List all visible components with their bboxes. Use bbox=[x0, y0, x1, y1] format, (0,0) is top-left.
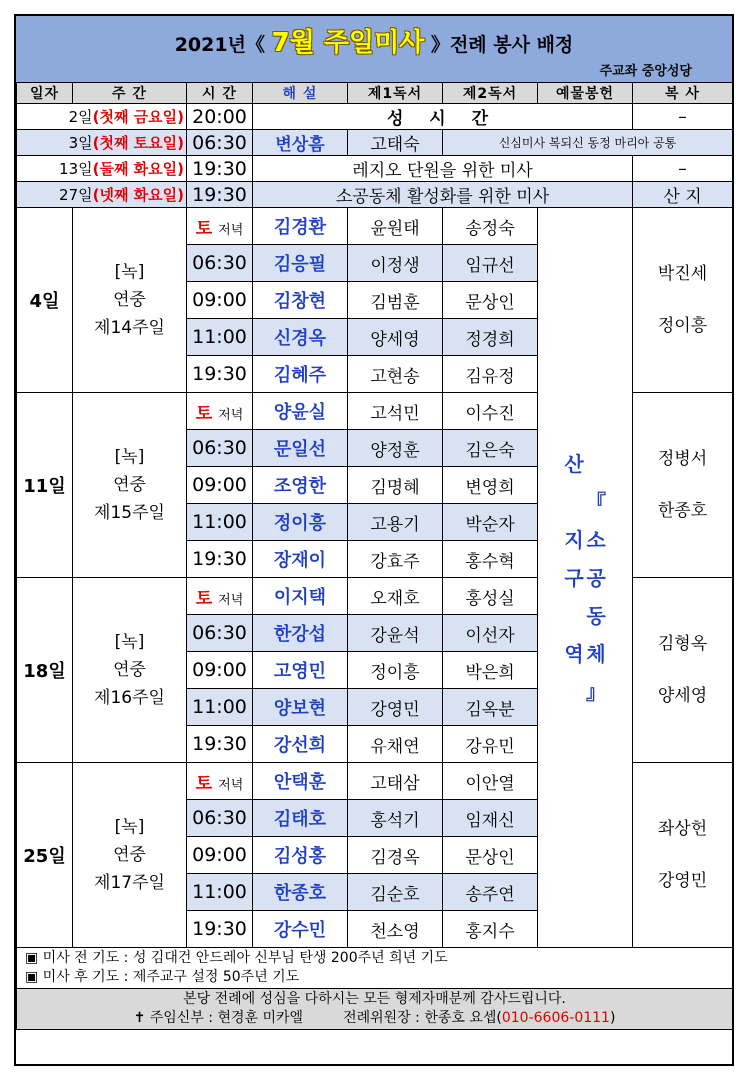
schedule-frame bbox=[14, 14, 734, 1066]
reader2-name: 문상인 bbox=[443, 837, 538, 874]
prayer-note: ▣ 미사 전 기도 : 성 김대건 안드레아 신부님 탄생 200주년 희년 기도 bbox=[25, 950, 448, 966]
mass-time: 11:00 bbox=[187, 689, 253, 726]
parish-name: 주교좌 중앙성당 bbox=[599, 64, 692, 79]
col-server: 복 사 bbox=[633, 83, 733, 104]
reader1-name: 고용기 bbox=[348, 504, 443, 541]
liturgy-line: 제14주일 bbox=[94, 318, 165, 338]
commentator-name: 신경옥 bbox=[253, 319, 348, 356]
reader1-name: 천소영 bbox=[348, 911, 443, 948]
mass-time bbox=[187, 763, 253, 800]
special-date: 27일(넷째 화요일) bbox=[17, 182, 187, 208]
commentator-name: 문일선 bbox=[253, 430, 348, 467]
title-bracket-close: 》 bbox=[424, 34, 450, 56]
reader1-name: 강윤석 bbox=[348, 615, 443, 652]
liturgy-line: 연중 bbox=[113, 290, 146, 310]
reader1-name: 고태삼 bbox=[348, 763, 443, 800]
thanks-message: 본당 전례에 성심을 다하시는 모든 형제자매분께 감사드립니다. bbox=[183, 991, 566, 1007]
reader2-name: 김유정 bbox=[443, 356, 538, 393]
special-server: – bbox=[633, 104, 733, 130]
commentator-name: 장재이 bbox=[253, 541, 348, 578]
commentator-name: 김창현 bbox=[253, 282, 348, 319]
mass-time: 06:30 bbox=[187, 430, 253, 467]
special-mass-row bbox=[17, 156, 733, 182]
liturgy-line: 연중 bbox=[113, 660, 146, 680]
liturgy-line: [녹] bbox=[114, 262, 145, 282]
special-desc: 신심미사 복되신 동정 마리아 공통 bbox=[443, 130, 733, 156]
header-band bbox=[16, 16, 732, 82]
mass-time: 11:00 bbox=[187, 319, 253, 356]
col-reader2: 제2독서 bbox=[443, 83, 538, 104]
mass-time: 06:30 bbox=[187, 245, 253, 282]
commentator-name: 김혜주 bbox=[253, 356, 348, 393]
commentator-name: 강선희 bbox=[253, 726, 348, 763]
reader1-name: 고현송 bbox=[348, 356, 443, 393]
commentator-name: 강수민 bbox=[253, 911, 348, 948]
saturday-marker: 토 bbox=[195, 588, 213, 609]
special-time: 06:30 bbox=[187, 130, 253, 156]
special-date: 2일(첫째 금요일) bbox=[17, 104, 187, 130]
title-rest: 전례 봉사 배정 bbox=[449, 34, 574, 56]
liturgy-line: 연중 bbox=[113, 845, 146, 865]
special-desc: 레지오 단원을 위한 미사 bbox=[253, 156, 633, 182]
commentator-name: 한강섭 bbox=[253, 615, 348, 652]
liturgy-line: [녹] bbox=[114, 447, 145, 467]
reader1-name: 김경옥 bbox=[348, 837, 443, 874]
special-desc: 성 시 간 bbox=[253, 104, 633, 130]
reader1-name: 양정훈 bbox=[348, 430, 443, 467]
mass-time: 09:00 bbox=[187, 837, 253, 874]
col-date: 일자 bbox=[17, 83, 73, 104]
mass-time: 19:30 bbox=[187, 541, 253, 578]
special-date: 13일(둘째 화요일) bbox=[17, 156, 187, 182]
liturgy-week bbox=[73, 763, 187, 948]
mass-time: 09:00 bbox=[187, 467, 253, 504]
offering-char: 』 bbox=[586, 679, 606, 704]
altar-servers bbox=[633, 208, 733, 393]
mass-time: 06:30 bbox=[187, 800, 253, 837]
special-desc: 소공동체 활성화를 위한 미사 bbox=[253, 182, 633, 208]
server-name: 정이흥 bbox=[657, 316, 708, 336]
mass-time: 19:30 bbox=[187, 356, 253, 393]
offering-char: 소 bbox=[586, 527, 606, 552]
reader2-name: 이안열 bbox=[443, 763, 538, 800]
reader2-name: 홍지수 bbox=[443, 911, 538, 948]
commentator-name: 김태호 bbox=[253, 800, 348, 837]
special-time: 19:30 bbox=[187, 182, 253, 208]
reader1-name: 홍석기 bbox=[348, 800, 443, 837]
reader2-name: 송주연 bbox=[443, 874, 538, 911]
server-name: 정병서 bbox=[657, 449, 708, 469]
sunday-date: 4일 bbox=[17, 208, 73, 393]
reader1-name: 김범훈 bbox=[348, 282, 443, 319]
reader2-name: 박순자 bbox=[443, 504, 538, 541]
commentator-name: 양윤실 bbox=[253, 393, 348, 430]
reader2-name: 이수진 bbox=[443, 393, 538, 430]
special-server: – bbox=[633, 156, 733, 182]
offering-col-right bbox=[585, 445, 607, 711]
page-title bbox=[16, 22, 732, 59]
footer-row bbox=[17, 989, 733, 1030]
offering-char: 체 bbox=[586, 641, 606, 666]
altar-servers bbox=[633, 393, 733, 578]
reader1-name: 김순호 bbox=[348, 874, 443, 911]
special-server: 산 지 bbox=[633, 182, 733, 208]
offering-char: 역 bbox=[564, 641, 584, 666]
altar-servers bbox=[633, 578, 733, 763]
offering-char: 산 bbox=[564, 451, 584, 476]
mass-time: 11:00 bbox=[187, 874, 253, 911]
saturday-marker: 토 bbox=[195, 403, 213, 424]
reader1-name: 강효주 bbox=[348, 541, 443, 578]
server-name: 박진세 bbox=[657, 264, 708, 284]
offering-char: 구 bbox=[564, 565, 584, 590]
mass-time: 06:30 bbox=[187, 615, 253, 652]
liturgy-line: [녹] bbox=[114, 817, 145, 837]
special-mass-row bbox=[17, 130, 733, 156]
commentator-name: 김경환 bbox=[253, 208, 348, 245]
special-commentator: 변상흠 bbox=[253, 130, 348, 156]
liturgy-line: 제15주일 bbox=[94, 503, 165, 523]
special-mass-row bbox=[17, 182, 733, 208]
mass-time bbox=[187, 578, 253, 615]
col-commentator: 해 설 bbox=[253, 83, 348, 104]
sunday-date: 25일 bbox=[17, 763, 73, 948]
reader2-name: 임규선 bbox=[443, 245, 538, 282]
schedule-table bbox=[16, 82, 733, 1030]
reader2-name: 김옥분 bbox=[443, 689, 538, 726]
special-mass-row bbox=[17, 104, 733, 130]
reader2-name: 송정숙 bbox=[443, 208, 538, 245]
server-name: 강영민 bbox=[657, 871, 708, 891]
committee-chair: 전례위원장 : 한종호 요셉( bbox=[343, 1010, 502, 1026]
reader1-name: 이정생 bbox=[348, 245, 443, 282]
server-name: 김형옥 bbox=[657, 634, 708, 654]
server-name: 양세영 bbox=[657, 686, 708, 706]
title-year: 2021년 bbox=[174, 34, 246, 56]
evening-label: 저녁 bbox=[218, 407, 244, 423]
chair-close-paren: ) bbox=[609, 1010, 616, 1026]
server-name: 좌상헌 bbox=[657, 819, 708, 839]
liturgy-week bbox=[73, 208, 187, 393]
mass-time bbox=[187, 393, 253, 430]
mass-time: 09:00 bbox=[187, 282, 253, 319]
liturgy-line: 제17주일 bbox=[94, 873, 165, 893]
liturgy-week bbox=[73, 578, 187, 763]
saturday-marker: 토 bbox=[195, 218, 213, 239]
reader1-name: 양세영 bbox=[348, 319, 443, 356]
reader1-name: 고석민 bbox=[348, 393, 443, 430]
evening-label: 저녁 bbox=[218, 592, 244, 608]
reader1-name: 유채연 bbox=[348, 726, 443, 763]
reader2-name: 김은숙 bbox=[443, 430, 538, 467]
mass-row bbox=[17, 208, 733, 245]
special-time: 20:00 bbox=[187, 104, 253, 130]
mass-time: 19:30 bbox=[187, 726, 253, 763]
reader1-name: 강영민 bbox=[348, 689, 443, 726]
liturgy-line: 제16주일 bbox=[94, 688, 165, 708]
col-week: 주 간 bbox=[73, 83, 187, 104]
commentator-name: 김응필 bbox=[253, 245, 348, 282]
prayer-notes bbox=[17, 948, 733, 989]
commentator-name: 한종호 bbox=[253, 874, 348, 911]
commentator-name: 이지택 bbox=[253, 578, 348, 615]
mass-time: 11:00 bbox=[187, 504, 253, 541]
reader2-name: 홍수혁 bbox=[443, 541, 538, 578]
liturgy-line: [녹] bbox=[114, 632, 145, 652]
column-header-row bbox=[17, 83, 733, 104]
mass-time bbox=[187, 208, 253, 245]
prayer-note: ▣ 미사 후 기도 : 제주교구 설정 50주년 기도 bbox=[25, 969, 300, 985]
mass-time: 19:30 bbox=[187, 911, 253, 948]
sunday-date: 11일 bbox=[17, 393, 73, 578]
offering-char: 지 bbox=[564, 527, 584, 552]
reader2-name: 임재신 bbox=[443, 800, 538, 837]
commentator-name: 조영한 bbox=[253, 467, 348, 504]
reader1-name: 윤원태 bbox=[348, 208, 443, 245]
offering-char: 공 bbox=[586, 565, 606, 590]
reader2-name: 변영희 bbox=[443, 467, 538, 504]
col-time: 시 간 bbox=[187, 83, 253, 104]
contact-line bbox=[17, 1009, 732, 1028]
offering-char bbox=[563, 597, 585, 635]
special-reader1: 고태숙 bbox=[348, 130, 443, 156]
commentator-name: 안택훈 bbox=[253, 763, 348, 800]
reader2-name: 문상인 bbox=[443, 282, 538, 319]
reader1-name: 김명혜 bbox=[348, 467, 443, 504]
col-reader1: 제1독서 bbox=[348, 83, 443, 104]
reader2-name: 강유민 bbox=[443, 726, 538, 763]
title-highlight: 7월 주일미사 bbox=[271, 28, 425, 58]
evening-label: 저녁 bbox=[218, 222, 244, 238]
commentator-name: 고영민 bbox=[253, 652, 348, 689]
reader2-name: 이선자 bbox=[443, 615, 538, 652]
footer bbox=[17, 989, 733, 1030]
reader2-name: 홍성실 bbox=[443, 578, 538, 615]
mass-time: 09:00 bbox=[187, 652, 253, 689]
offering-char bbox=[563, 483, 585, 521]
commentator-name: 양보현 bbox=[253, 689, 348, 726]
reader2-name: 박은희 bbox=[443, 652, 538, 689]
offering-char bbox=[585, 445, 607, 483]
reader1-name: 정이흥 bbox=[348, 652, 443, 689]
offering-assignment bbox=[538, 208, 633, 948]
special-date: 3일(첫째 토요일) bbox=[17, 130, 187, 156]
commentator-name: 김성홍 bbox=[253, 837, 348, 874]
reader1-name: 오재호 bbox=[348, 578, 443, 615]
liturgy-line: 연중 bbox=[113, 475, 146, 495]
offering-char: 동 bbox=[586, 603, 606, 628]
prayer-notes-row bbox=[17, 948, 733, 989]
saturday-marker: 토 bbox=[195, 773, 213, 794]
offering-col-left bbox=[563, 445, 585, 673]
evening-label: 저녁 bbox=[218, 777, 244, 793]
offering-char: 『 bbox=[586, 489, 606, 514]
liturgy-week bbox=[73, 393, 187, 578]
altar-servers bbox=[633, 763, 733, 948]
pastor-name: ✝ 주임신부 : 현경훈 미카엘 bbox=[133, 1010, 304, 1026]
reader2-name: 정경희 bbox=[443, 319, 538, 356]
server-name: 한종호 bbox=[657, 501, 708, 521]
special-time: 19:30 bbox=[187, 156, 253, 182]
chair-phone: 010-6606-0111 bbox=[501, 1010, 610, 1026]
col-offering: 예물봉헌 bbox=[538, 83, 633, 104]
sunday-date: 18일 bbox=[17, 578, 73, 763]
commentator-name: 정이흥 bbox=[253, 504, 348, 541]
title-bracket-open: 《 bbox=[245, 34, 272, 56]
